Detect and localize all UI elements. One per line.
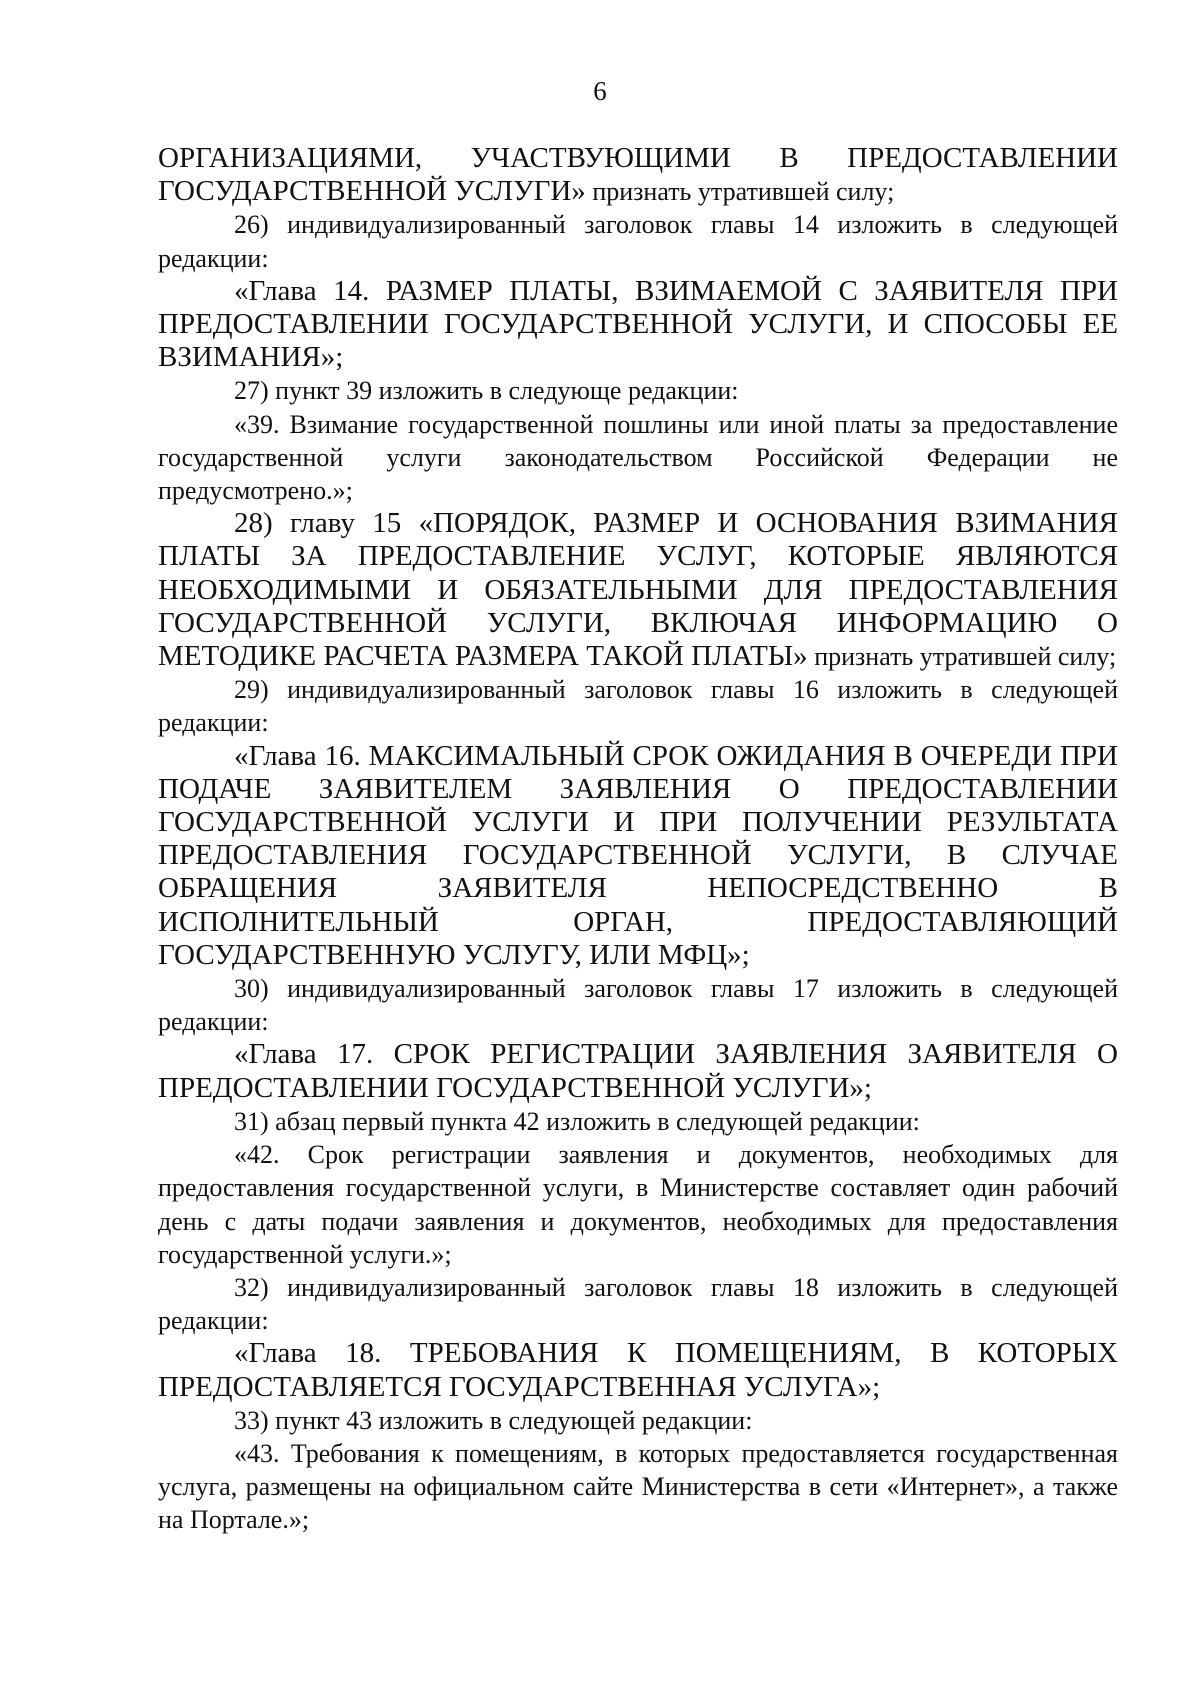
- paragraph-continuation: [158, 142, 1118, 208]
- text-run: «42. Срок регистрации заявления и документов, необходимых для предоставления государственной услуги, в Министерстве составляет один рабочий день с даты подачи заявления и документов, необходимых для предоставления государственной услуги.»;: [158, 1140, 1118, 1269]
- paragraph-item-33: [158, 1404, 1118, 1437]
- text-run: 31) абзац первый пункта 42 изложить в следующей редакции:: [234, 1106, 920, 1136]
- quote-point-42: [158, 1138, 1118, 1271]
- text-run: 27) пункт 39 изложить в следующе редакции:: [234, 376, 739, 406]
- quote-chapter-18: [158, 1337, 1118, 1403]
- quote-chapter-16: [158, 740, 1118, 972]
- paragraph-item-32: [158, 1271, 1118, 1337]
- text-run: признать утратившей силу;: [807, 642, 1117, 672]
- text-run-caps: «Глава 16. МАКСИМАЛЬНЫЙ СРОК ОЖИДАНИЯ В ОЧЕРЕДИ ПРИ ПОДАЧЕ ЗАЯВИТЕЛЕМ ЗАЯВЛЕНИЯ О ПРЕДОСТАВЛЕНИИ ГОСУДАРСТВЕННОЙ УСЛУГИ И ПРИ ПОЛУЧЕНИИ РЕЗУЛЬТАТА ПРЕДОСТАВЛЕНИЯ ГОСУДАРСТВЕННОЙ УСЛУГИ, В СЛУЧАЕ ОБРАЩЕНИЯ ЗАЯВИТЕЛЯ НЕПОСРЕДСТВЕННО В ИСПОЛНИТЕЛЬНЫЙ ОРГАН, ПРЕДОСТАВЛЯЮЩИЙ ГОСУДАРСТВЕННУЮ УСЛУГУ, ИЛИ МФЦ»;: [158, 739, 1118, 971]
- text-run: 30) индивидуализированный заголовок главы 17 изложить в следующей редакции:: [158, 974, 1118, 1037]
- text-run: «43. Требования к помещениям, в которых предоставляется государственная услуга, размещены на официальном сайте Министерства в сети «Интернет», а также на Портале.»;: [158, 1438, 1118, 1535]
- text-run: 32) индивидуализированный заголовок главы 18 изложить в следующей редакции:: [158, 1272, 1118, 1336]
- quote-chapter-17: [158, 1038, 1118, 1104]
- quote-point-43: [158, 1437, 1118, 1537]
- quote-point-39: [158, 408, 1118, 508]
- paragraph-item-28: [158, 507, 1118, 673]
- paragraph-item-26: [158, 208, 1118, 274]
- text-run: 29) индивидуализированный заголовок главы 16 изложить в следующей редакции:: [158, 675, 1118, 738]
- paragraph-item-31: [158, 1105, 1118, 1138]
- text-run-caps: «Глава 17. СРОК РЕГИСТРАЦИИ ЗАЯВЛЕНИЯ ЗАЯВИТЕЛЯ О ПРЕДОСТАВЛЕНИИ ГОСУДАРСТВЕННОЙ УСЛУГИ»;: [158, 1038, 1118, 1104]
- text-run-caps: «Глава 18. ТРЕБОВАНИЯ К ПОМЕЩЕНИЯМ, В КОТОРЫХ ПРЕДОСТАВЛЯЕТСЯ ГОСУДАРСТВЕННАЯ УСЛУГА»;: [158, 1337, 1118, 1403]
- text-run-caps: 28) главу 15 «ПОРЯДОК, РАЗМЕР И ОСНОВАНИЯ ВЗИМАНИЯ ПЛАТЫ ЗА ПРЕДОСТАВЛЕНИЕ УСЛУГ, КОТОРЫЕ ЯВЛЯЮТСЯ НЕОБХОДИМЫМИ И ОБЯЗАТЕЛЬНЫМИ ДЛЯ ПРЕДОСТАВЛЕНИЯ ГОСУДАРСТВЕННОЙ УСЛУГИ, ВКЛЮЧАЯ ИНФОРМАЦИЮ О МЕТОДИКЕ РАСЧЕТА РАЗМЕРА ТАКОЙ ПЛАТЫ»: [158, 507, 1118, 673]
- page-number: 6: [593, 76, 607, 106]
- text-run-caps: «Глава 14. РАЗМЕР ПЛАТЫ, ВЗИМАЕМОЙ С ЗАЯВИТЕЛЯ ПРИ ПРЕДОСТАВЛЕНИИ ГОСУДАРСТВЕННОЙ УСЛУГИ, И СПОСОБЫ ЕЕ ВЗИМАНИЯ»;: [158, 274, 1118, 374]
- text-run: 33) пункт 43 изложить в следующей редакции:: [234, 1405, 753, 1435]
- text-run-caps: ОРГАНИЗАЦИЯМИ, УЧАСТВУЮЩИМИ В ПРЕДОСТАВЛЕНИИ ГОСУДАРСТВЕННОЙ УСЛУГИ»: [158, 142, 1118, 208]
- paragraph-item-27: [158, 374, 1118, 407]
- quote-chapter-14: [158, 275, 1118, 375]
- document-body: [158, 142, 1118, 1537]
- text-run: «39. Взимание государственной пошлины или иной платы за предоставление государственной услуги законодательством Российской Федерации не предусмотрено.»;: [158, 409, 1118, 506]
- text-run: 26) индивидуализированный заголовок главы 14 изложить в следующей редакции:: [158, 210, 1118, 273]
- paragraph-item-30: [158, 972, 1118, 1038]
- text-run: признать утратившей силу;: [585, 177, 895, 207]
- paragraph-item-29: [158, 673, 1118, 739]
